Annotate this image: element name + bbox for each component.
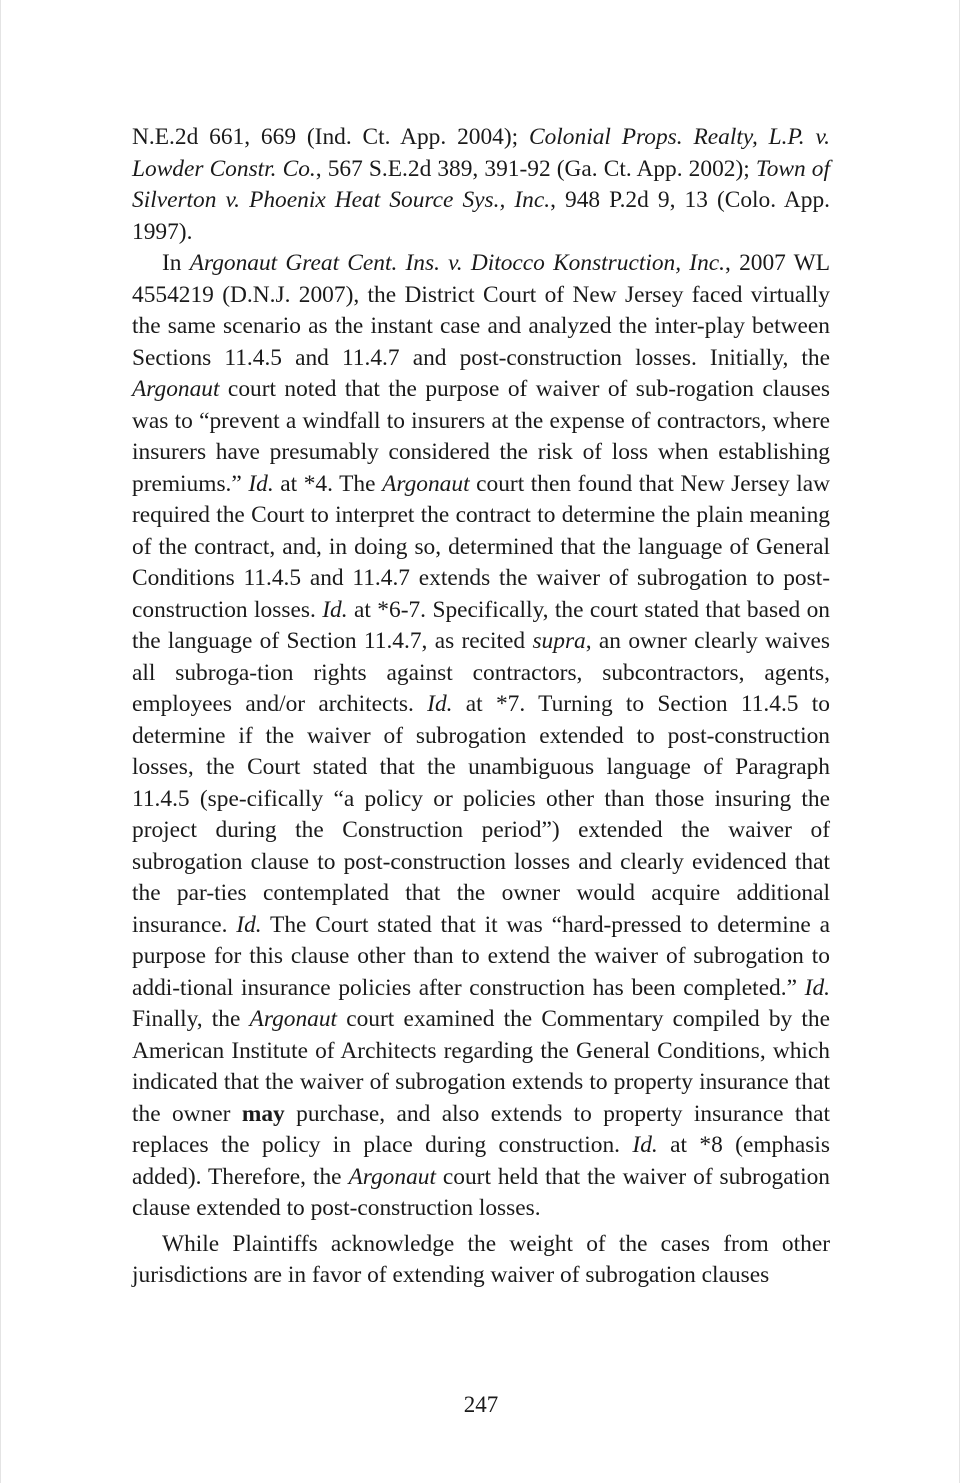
text-run: court then found that New Jersey law required the Court to interpret the contract to determine the plain meaning of the contract, and, in doing so, determined that the language of General Conditions 11.4.5 and 11.4.7 extends the waiver of subrogation to post-construction losses. (132, 470, 830, 623)
italic-citation: Id. (236, 911, 262, 938)
text-run: N.E.2d 661, 669 (Ind. Ct. App. 2004); (132, 124, 530, 150)
page-number: 247 (463, 1392, 499, 1417)
text-run: court examined the Commentary compiled by the American Institute of Architects regarding the General Conditions, which indicated that the waiver of subrogation extends to property insurance that the owner (132, 1006, 830, 1127)
text-run: While Plaintiffs acknowledge the weight of the cases from other jurisdictions are in favor of extending waiver of subrogation clauses (132, 1230, 830, 1288)
text-run: at *4. The (273, 470, 383, 497)
text-run: , 948 P.2d 9, 13 (Colo. App. 1997). (132, 187, 830, 245)
text-run: In (162, 250, 190, 276)
italic-citation: supra (532, 628, 586, 654)
body-text (132, 122, 830, 1292)
italic-citation: Argonaut (348, 1163, 436, 1190)
text-run: court noted that the purpose of waiver of sub-rogation clauses was to “prevent a windfall to insurers at the expense of contractors, where insurers have presumably considered the risk of loss when establishing premiums.” (132, 376, 830, 497)
text-run: at *6-7. Specifically, the court stated that based on the language of Section 11.4.7, as recited (132, 596, 830, 654)
text-run: at *7. Turning to Section 11.4.5 to determine if the waiver of subrogation extended to post-construction losses, the Court stated that the unambiguous language of Paragraph 11.4.5 (spe-cifically “a policy or policies other than those insuring the project during the Construction period”) extended the waiver of subrogation clause to post-construction losses and clearly evidenced that the par-ties contemplated that the owner would acquire additional insurance. (132, 691, 830, 938)
text-run: , 567 S.E.2d 389, 391-92 (Ga. Ct. App. 2002); (315, 155, 756, 182)
paragraph-argonaut-analysis (132, 248, 830, 1225)
paragraph-case-citations (132, 122, 830, 248)
italic-citation: Colonial Props. Realty, L.P. v. Lowder Constr. Co. (132, 124, 830, 182)
italic-citation: Town of Silverton v. Phoenix Heat Source Sys., Inc. (132, 155, 830, 213)
text-run: at *8 (emphasis added). Therefore, the (132, 1132, 831, 1190)
italic-citation: Argonaut Great Cent. Ins. v. Ditocco Konstruction, Inc. (189, 250, 726, 276)
italic-citation: Id. (804, 974, 830, 1001)
italic-citation: Id. (632, 1132, 658, 1158)
text-run: Finally, the (132, 1006, 250, 1032)
text-run: , an owner clearly waives all subroga-tion rights against contractors, subcontractors, agents, employees and/or architects. (132, 628, 830, 717)
italic-citation: Id. (427, 691, 453, 717)
italic-citation: Id. (322, 596, 348, 623)
italic-citation: Id. (248, 470, 274, 497)
bold-emphasis: may (241, 1100, 285, 1127)
text-run: , 2007 WL 4554219 (D.N.J. 2007), the District Court of New Jersey faced virtually the same scenario as the instant case and analyzed the inter-play between Sections 11.4.5 and 11.4.7 and post-construction losses. Initially, the (132, 250, 830, 371)
text-run: The Court stated that it was “hard-pressed to determine a purpose for this clause other than to extend the waiver of subrogation to addi-tional insurance policies after construction has been completed.” (132, 911, 830, 1001)
text-run: court held that the waiver of subrogation clause extended to post-construction losses. (132, 1163, 830, 1221)
italic-citation: Argonaut (249, 1006, 338, 1032)
italic-citation: Argonaut (132, 376, 220, 402)
paragraph-plaintiffs-acknowledgment (132, 1229, 830, 1292)
italic-citation: Argonaut (382, 470, 470, 497)
text-run: purchase, and also extends to property insurance that replaces the policy in place during construction. (132, 1100, 830, 1158)
